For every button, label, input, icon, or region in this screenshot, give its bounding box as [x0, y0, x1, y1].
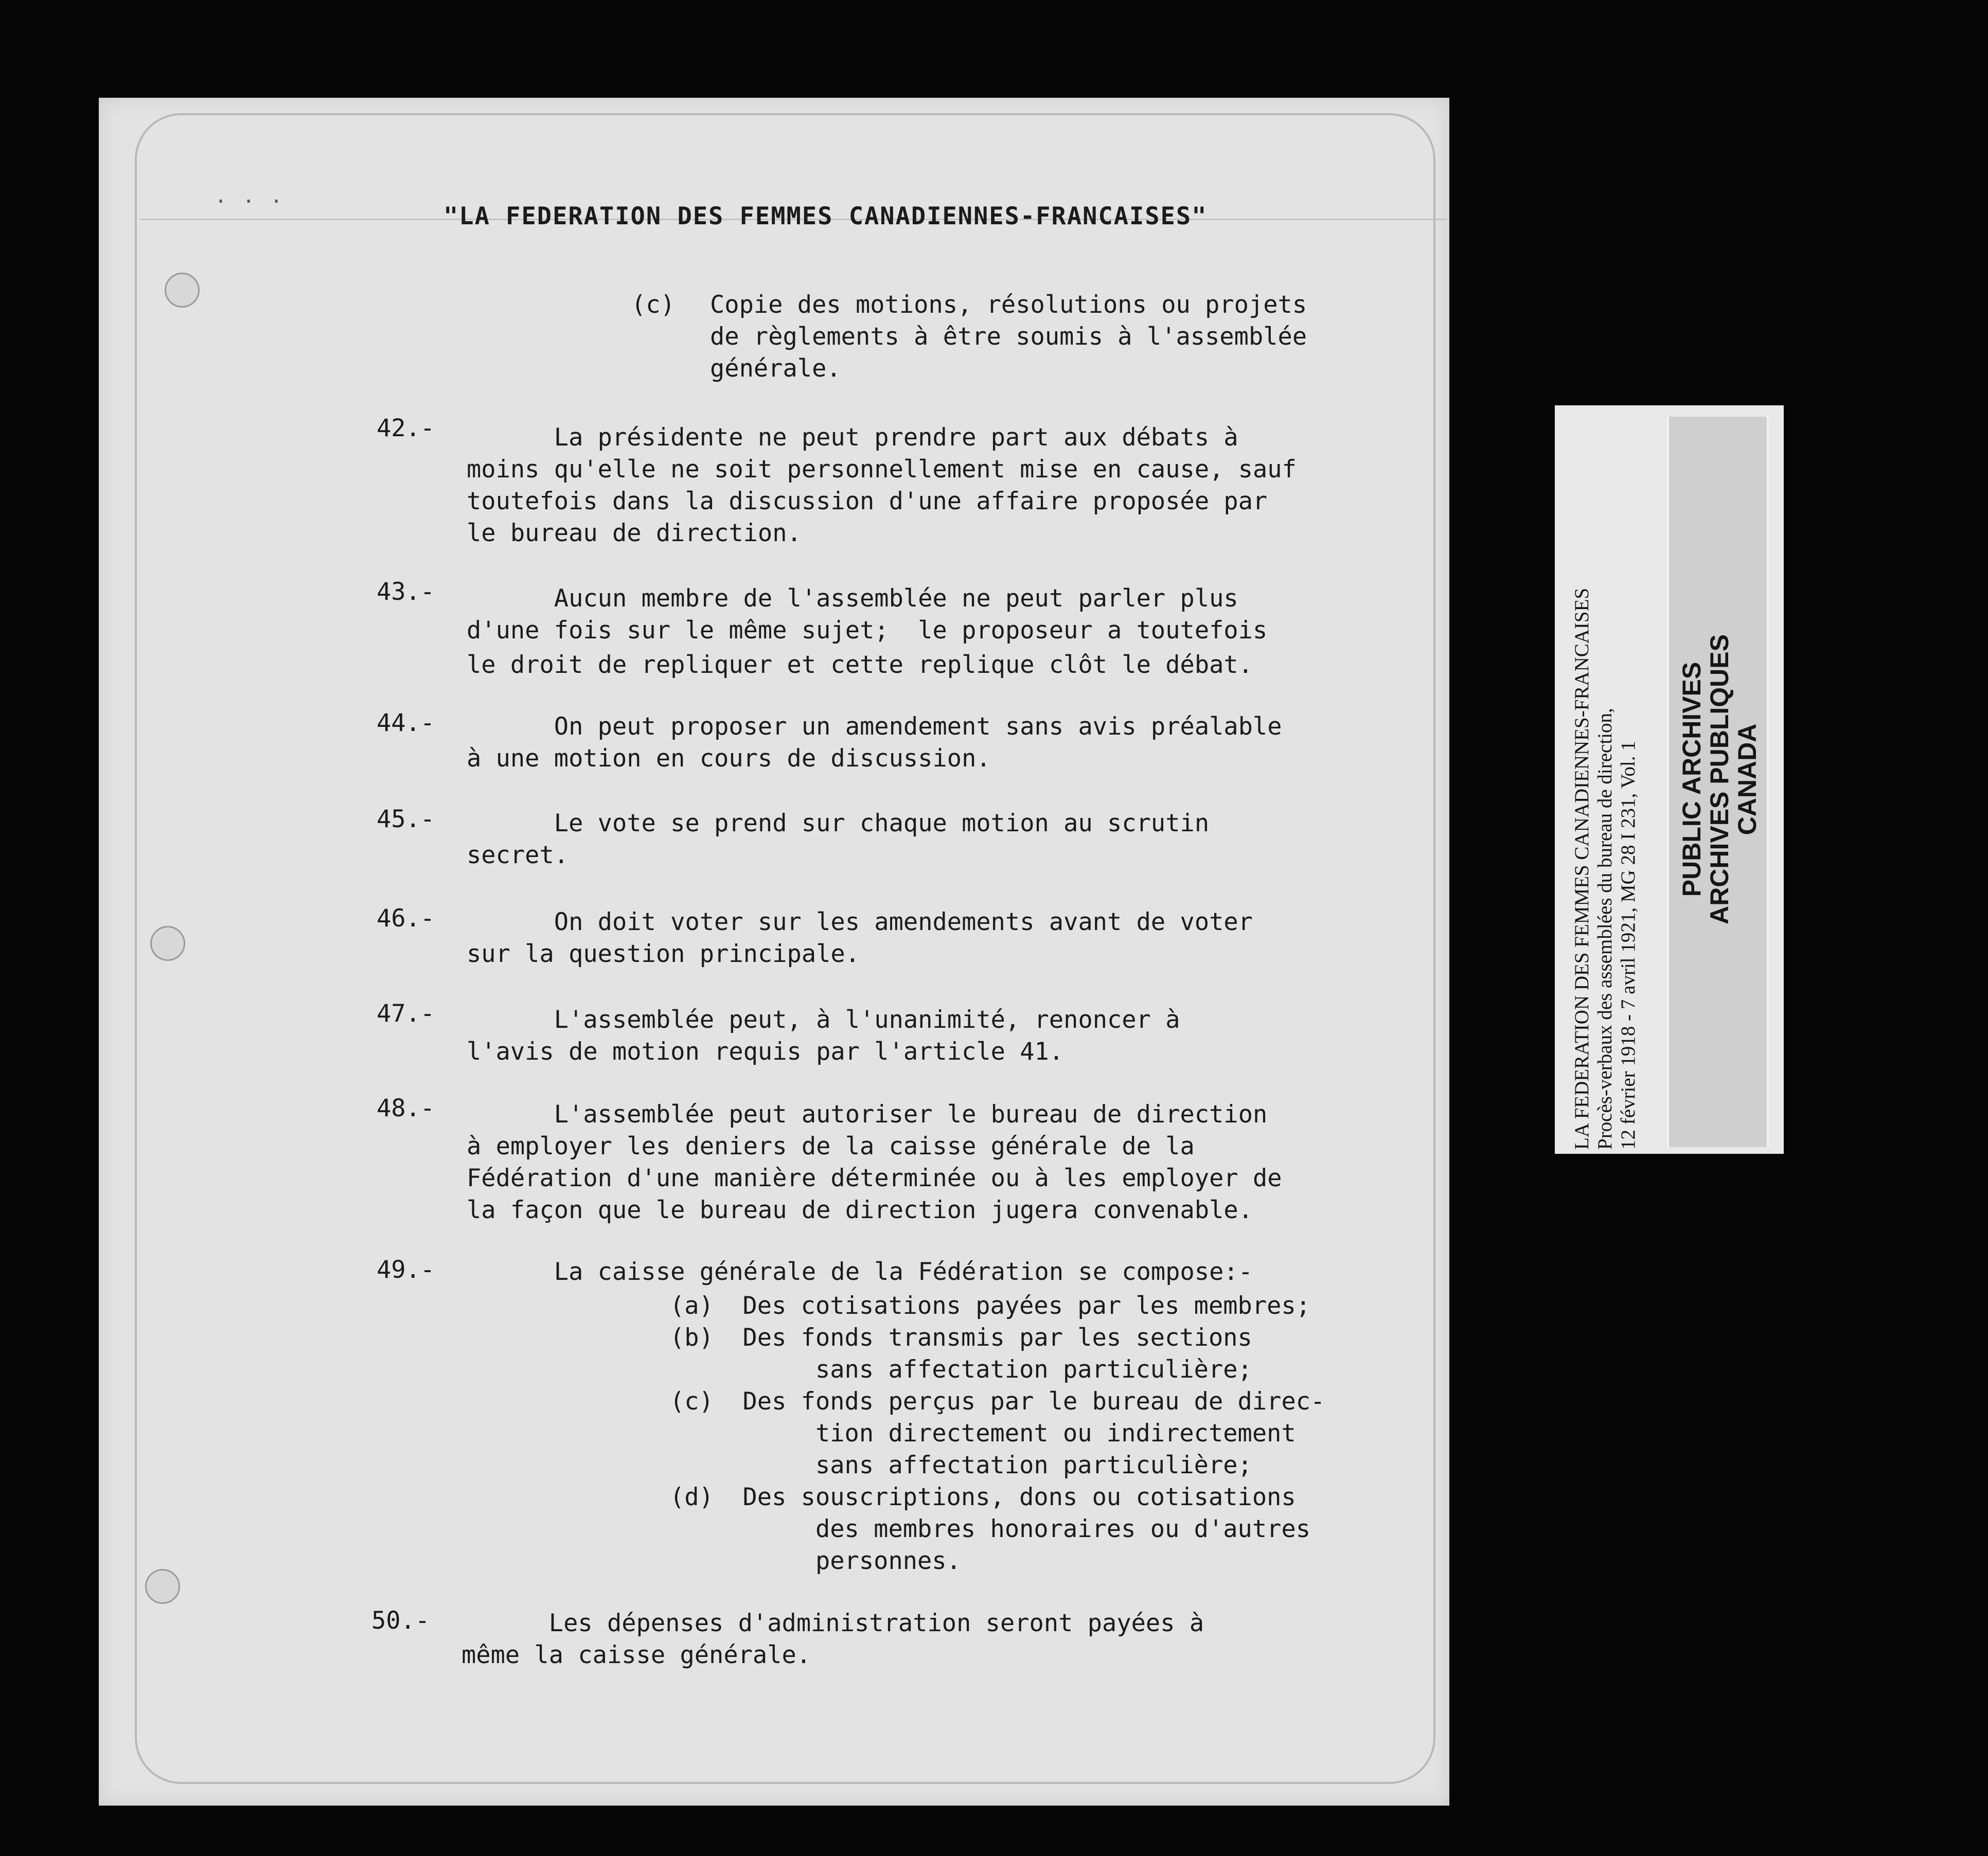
article-number-49: 49.- — [377, 1256, 435, 1284]
article-49-item: personnes. — [670, 1547, 961, 1575]
archive-caption-line: 12 février 1918 - 7 avril 1921, MG 28 I 231, Vol. 1 — [1617, 741, 1639, 1150]
article-42-line: moins qu'elle ne soit personnellement mise en cause, sauf — [467, 455, 1297, 484]
article-45-line: Le vote se prend sur chaque motion au scrutin — [467, 809, 1210, 837]
article-42-line: La présidente ne peut prendre part aux débats à — [467, 423, 1238, 452]
article-50-line: même la caisse générale. — [461, 1641, 811, 1669]
article-44-line: On peut proposer un amendement sans avis préalable — [467, 712, 1282, 741]
article-number-44: 44.- — [377, 709, 435, 737]
article-49-item: tion directement ou indirectement — [670, 1419, 1296, 1448]
article-number-47: 47.- — [377, 1000, 435, 1028]
article-48-line: Fédération d'une manière déterminée ou à les employer de — [467, 1164, 1282, 1192]
archive-caption-title: LA FEDERATION DES FEMMES CANADIENNES-FRANCAISES — [1571, 587, 1593, 1150]
article-50-line: Les dépenses d'administration seront payées à — [461, 1609, 1204, 1637]
article-48-line: L'assemblée peut autoriser le bureau de direction — [467, 1100, 1268, 1129]
article-49-item: (c) Des fonds perçus par le bureau de direc- — [670, 1387, 1325, 1416]
article-number-50: 50.- — [371, 1607, 430, 1635]
article-48-line: la façon que le bureau de direction jugera convenable. — [467, 1196, 1253, 1224]
typed-page — [99, 98, 1449, 1806]
article-44-line: à une motion en cours de discussion. — [467, 744, 991, 773]
article-49-item: (a) Des cotisations payées par les membres; — [670, 1292, 1311, 1320]
article-48-line: à employer les deniers de la caisse générale de la — [467, 1132, 1195, 1161]
punch-hole-bottom — [145, 1569, 180, 1604]
article-49-item: (d) Des souscriptions, dons ou cotisations — [670, 1483, 1296, 1511]
article-43-line: d'une fois sur le même sujet; le proposeur a toutefois — [467, 616, 1268, 645]
archive-stamp-line: ARCHIVES PUBLIQUES — [1705, 634, 1734, 924]
clause-c-line: Copie des motions, résolutions ou projets — [710, 291, 1307, 319]
article-number-42: 42.- — [377, 414, 435, 442]
article-49-item: des membres honoraires ou d'autres — [670, 1515, 1311, 1543]
archive-stamp-line: CANADA — [1733, 723, 1762, 835]
document-header: "LA FEDERATION DES FEMMES CANADIENNES-FRANCAISES" — [443, 202, 1208, 230]
article-46-line: On doit voter sur les amendements avant de voter — [467, 908, 1253, 936]
clause-c-line: de règlements à être soumis à l'assemblée — [710, 323, 1307, 351]
punch-hole-top — [165, 273, 200, 308]
clause-c-marker: (c) — [631, 291, 675, 319]
article-49-item: sans affectation particulière; — [670, 1355, 1252, 1384]
article-number-43: 43.- — [377, 578, 435, 606]
article-49-item: sans affectation particulière; — [670, 1451, 1252, 1479]
article-45-line: secret. — [467, 841, 569, 869]
punch-hole-middle — [150, 926, 185, 961]
article-47-line: L'assemblée peut, à l'unanimité, renoncer à — [467, 1006, 1180, 1034]
article-42-line: le bureau de direction. — [467, 519, 802, 547]
article-number-46: 46.- — [377, 904, 435, 933]
article-number-48: 48.- — [377, 1094, 435, 1122]
article-42-line: toutefois dans la discussion d'une affaire proposée par — [467, 487, 1268, 515]
article-number-45: 45.- — [377, 805, 435, 833]
article-49-line: La caisse générale de la Fédération se compose:- — [467, 1258, 1253, 1286]
article-46-line: sur la question principale. — [467, 940, 860, 968]
clause-c-line: générale. — [710, 354, 841, 383]
article-43-line: Aucun membre de l'assemblée ne peut parler plus — [467, 584, 1238, 613]
article-43-line: le droit de repliquer et cette replique clôt le débat. — [467, 651, 1253, 679]
article-49-item: (b) Des fonds transmis par les sections — [670, 1324, 1252, 1352]
archive-stamp-line: PUBLIC ARCHIVES — [1677, 662, 1706, 897]
article-47-line: l'avis de motion requis par l'article 41. — [467, 1038, 1064, 1066]
stray-marks: ... — [215, 184, 298, 208]
archive-caption-line: Procès-verbaux des assemblées du bureau de direction, — [1594, 708, 1616, 1150]
